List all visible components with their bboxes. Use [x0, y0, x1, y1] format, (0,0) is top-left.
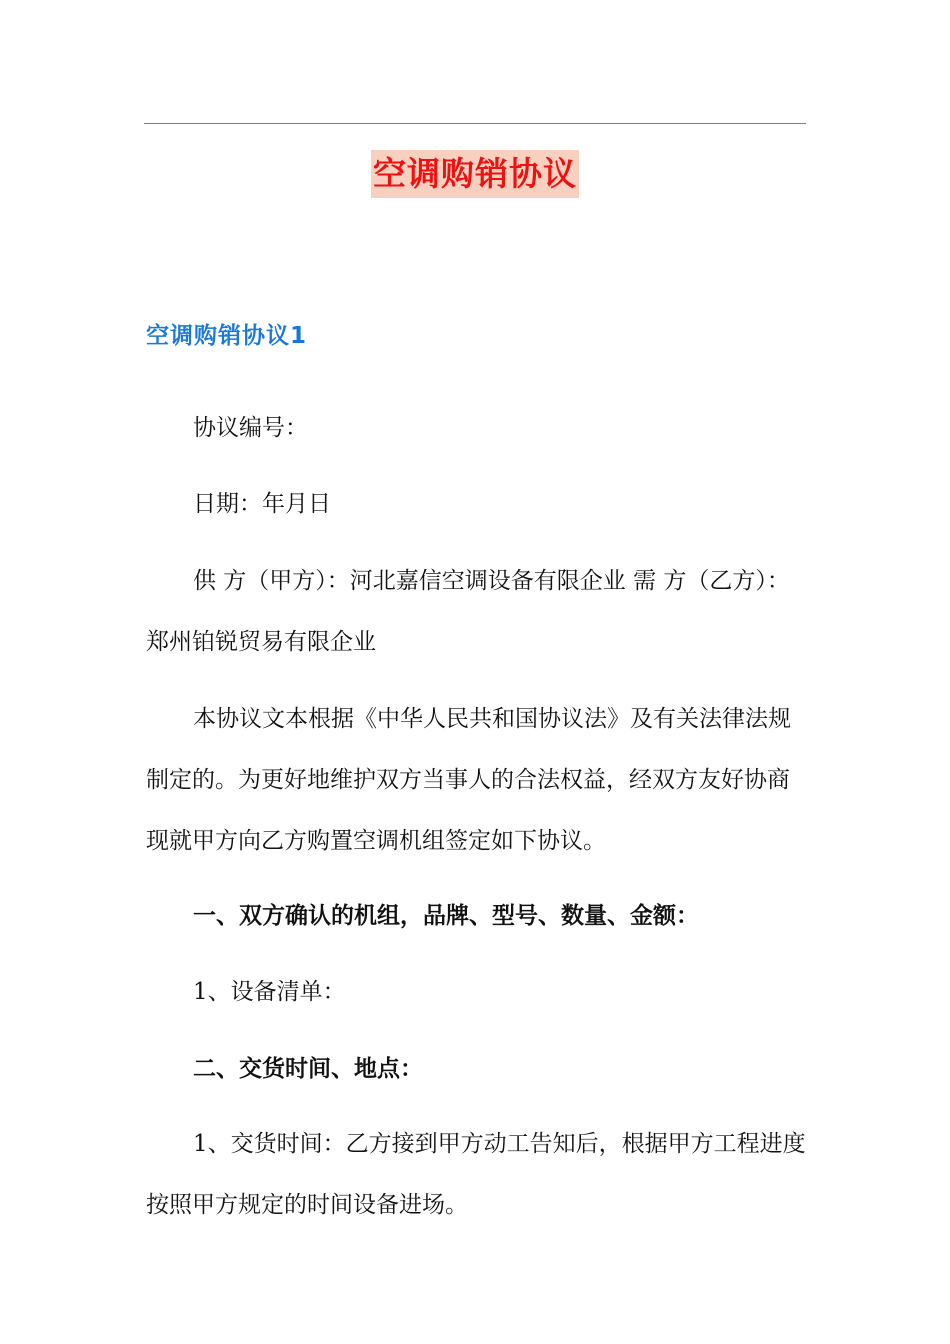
contract-number-label: [146, 398, 855, 459]
date-label: [146, 474, 855, 535]
contract-number-text: 协议编号：: [193, 415, 308, 441]
parties-line-1: 供 方（甲方）：河北嘉信空调设备有限企业 需 方（乙方）：: [193, 568, 790, 594]
clause-2-item-1-line-1: 1、交货时间：乙方接到甲方动工告知后，根据甲方工程进度: [193, 1131, 806, 1157]
clause-2-item-1: [146, 1114, 808, 1236]
date-text: 日期：年月日: [193, 491, 331, 517]
document-title-text: 空调购销协议: [371, 150, 579, 198]
section-heading: 空调购销协议1: [146, 323, 308, 349]
clause-1-item-1: [146, 962, 855, 1023]
clause-1-heading-text: 一、双方确认的机组，品牌、型号、数量、金额：: [193, 903, 699, 929]
parties-line-2: 郑州铂锐贸易有限企业: [146, 629, 376, 655]
clause-1-item-1-text: 1、设备清单：: [193, 979, 346, 1005]
header-rule: [144, 123, 806, 124]
preamble-line-3: 现就甲方向乙方购置空调机组签定如下协议。: [146, 828, 606, 854]
preamble-line-1: 本协议文本根据《中华人民共和国协议法》及有关法律法规: [193, 706, 791, 732]
clause-2-heading: [146, 1039, 855, 1100]
clause-2-heading-text: 二、交货时间、地点：: [193, 1056, 423, 1082]
preamble-paragraph: [146, 689, 808, 872]
parties-paragraph: [146, 551, 808, 673]
clause-2-item-1-line-2: 按照甲方规定的时间设备进场。: [146, 1192, 468, 1218]
preamble-line-2: 制定的。为更好地维护双方当事人的合法权益，经双方友好协商: [146, 767, 790, 793]
document-title: [0, 150, 950, 198]
clause-1-heading: [146, 886, 855, 947]
